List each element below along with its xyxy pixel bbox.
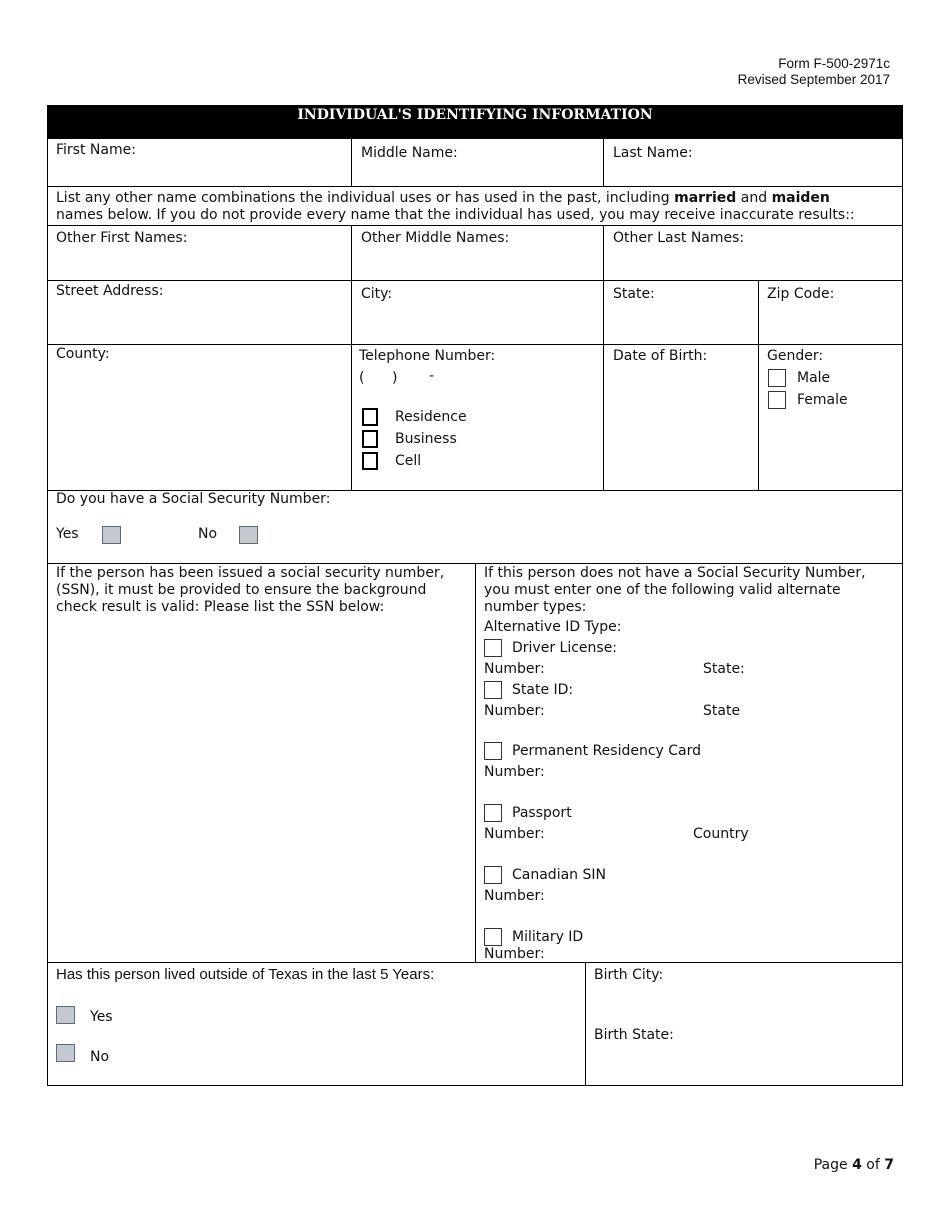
note-bold-married: married: [674, 190, 737, 206]
form-number: Form F-500-2971c: [778, 56, 890, 71]
driver-license-checkbox[interactable]: [484, 639, 502, 657]
zip-code-label: Zip Code:: [767, 286, 835, 302]
phone-format-close: ): [392, 370, 398, 386]
outside-texas-no-checkbox[interactable]: [56, 1044, 75, 1062]
alt-id-instructions: If this person does not have a Social Security Number, you must enter one of the following valid alternate number types:: [484, 565, 866, 615]
city-label: City:: [361, 286, 393, 302]
outside-texas-yes-label: Yes: [90, 1009, 113, 1025]
middle-name-label: Middle Name:: [361, 145, 458, 161]
note-bold-maiden: maiden: [771, 190, 830, 206]
outside-texas-no-label: No: [90, 1049, 110, 1065]
alt-id-type-label: Alternative ID Type:: [484, 619, 622, 635]
grid-line: [47, 225, 903, 226]
phone-format-dash: -: [429, 368, 435, 384]
grid-line: [758, 280, 759, 490]
grid-line: [902, 105, 903, 1086]
grid-line: [47, 1085, 903, 1086]
other-first-names-label: Other First Names:: [56, 230, 188, 246]
ssn-yes-label: Yes: [56, 526, 79, 542]
business-checkbox[interactable]: [362, 430, 378, 448]
section-title: INDIVIDUAL'S IDENTIFYING INFORMATION: [47, 105, 903, 139]
permanent-residency-label: Permanent Residency Card: [512, 743, 702, 759]
prc-number-label: Number:: [484, 764, 545, 780]
residence-label: Residence: [395, 409, 467, 425]
state-label: State:: [613, 286, 655, 302]
military-id-checkbox[interactable]: [484, 928, 502, 946]
birth-city-label: Birth City:: [594, 967, 664, 983]
note-text: and: [736, 190, 772, 206]
gender-label: Gender:: [767, 348, 824, 364]
page-of: of: [866, 1157, 880, 1173]
residence-checkbox[interactable]: [362, 408, 378, 426]
female-checkbox[interactable]: [768, 391, 786, 409]
first-name-label: First Name:: [56, 142, 136, 158]
ssn-instructions: If the person has been issued a social security number, (SSN), it must be provided to ensure the background check result is valid: Please list the SSN below:: [56, 565, 445, 615]
sid-state-label: State: [703, 703, 741, 719]
last-name-label: Last Name:: [613, 145, 693, 161]
date-of-birth-label: Date of Birth:: [613, 348, 708, 364]
page-number: [814, 1157, 894, 1173]
male-checkbox[interactable]: [768, 369, 786, 387]
telephone-label: Telephone Number:: [359, 348, 496, 364]
business-label: Business: [395, 431, 457, 447]
dl-state-label: State:: [703, 661, 745, 677]
cell-label: Cell: [395, 453, 422, 469]
grid-line: [47, 105, 48, 1086]
female-label: Female: [797, 392, 848, 408]
passport-country-label: Country: [693, 826, 749, 842]
grid-line: [351, 225, 352, 490]
grid-line: [603, 225, 604, 490]
grid-line: [47, 280, 903, 281]
other-names-note: [56, 190, 896, 224]
cell-checkbox[interactable]: [362, 452, 378, 470]
other-last-names-label: Other Last Names:: [613, 230, 745, 246]
dl-number-label: Number:: [484, 661, 545, 677]
birth-state-label: Birth State:: [594, 1027, 674, 1043]
ssn-yes-checkbox[interactable]: [102, 526, 121, 544]
ssn-no-label: No: [198, 526, 218, 542]
grid-line: [603, 139, 604, 186]
page-total: 7: [884, 1157, 894, 1173]
passport-number-label: Number:: [484, 826, 545, 842]
grid-line: [47, 344, 903, 345]
sid-number-label: Number:: [484, 703, 545, 719]
military-number-label: Number:: [484, 946, 545, 962]
form-header: [738, 56, 890, 88]
note-text: names below. If you do not provide every name that the individual has used, you may receive inaccurate results::: [56, 207, 855, 223]
street-address-label: Street Address:: [56, 283, 164, 299]
grid-line: [585, 962, 586, 1085]
military-id-label: Military ID: [512, 929, 584, 945]
passport-checkbox[interactable]: [484, 804, 502, 822]
grid-line: [47, 962, 903, 963]
form-revised-date: Revised September 2017: [737, 72, 890, 87]
note-text: List any other name combinations the individual uses or has used in the past, including: [56, 190, 675, 206]
ssn-no-checkbox[interactable]: [239, 526, 258, 544]
outside-texas-yes-checkbox[interactable]: [56, 1006, 75, 1024]
grid-line: [351, 139, 352, 186]
driver-license-label: Driver License:: [512, 640, 618, 656]
passport-label: Passport: [512, 805, 572, 821]
page-label: Page: [813, 1157, 848, 1173]
other-middle-names-label: Other Middle Names:: [361, 230, 510, 246]
grid-line: [47, 186, 903, 187]
outside-texas-question: Has this person lived outside of Texas in the last 5 Years:: [56, 966, 435, 983]
page-current: 4: [852, 1157, 862, 1173]
ssn-question: Do you have a Social Security Number:: [56, 491, 331, 507]
male-label: Male: [797, 370, 831, 386]
permanent-residency-checkbox[interactable]: [484, 742, 502, 760]
canadian-sin-label: Canadian SIN: [512, 867, 606, 883]
state-id-label: State ID:: [512, 682, 574, 698]
phone-format-open: (: [359, 370, 365, 386]
grid-line: [475, 563, 476, 962]
sin-number-label: Number:: [484, 888, 545, 904]
canadian-sin-checkbox[interactable]: [484, 866, 502, 884]
state-id-checkbox[interactable]: [484, 681, 502, 699]
county-label: County:: [56, 346, 110, 362]
